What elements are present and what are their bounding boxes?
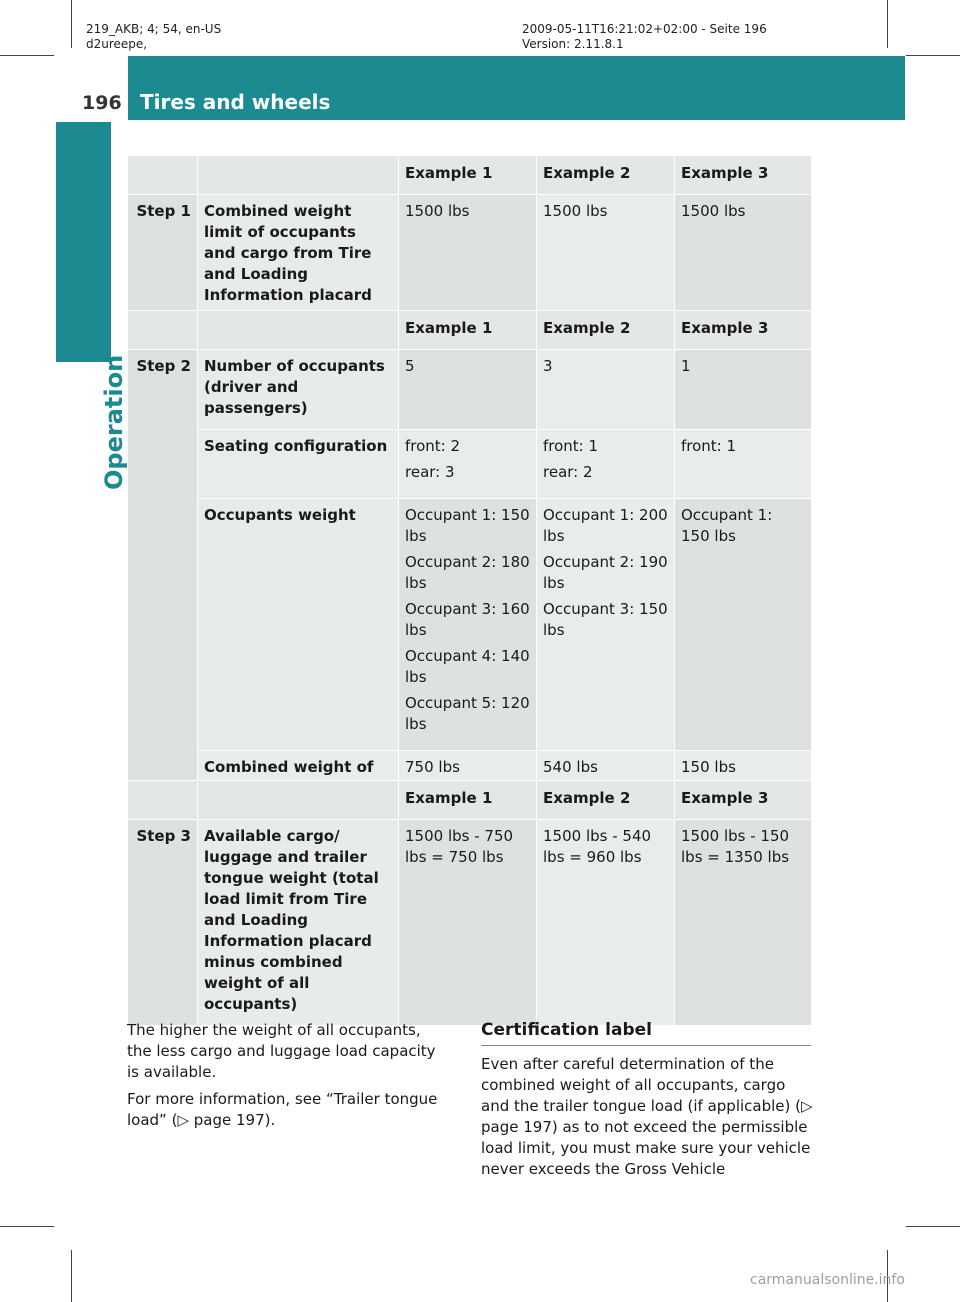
cell-line: 3 [543,357,553,375]
cell-line: 150 lbs [681,758,736,776]
table-cell: 1500 lbs - 750 lbs = 750 lbs [399,820,537,1026]
cell-line: front: 2 [405,437,461,455]
row-label: Combined weight of [198,751,399,810]
table-cell [675,499,812,751]
column-header: Example 1 [399,311,537,350]
column-header: Example 1 [399,781,537,820]
cell-line: 540 lbs [543,758,598,776]
cell-line: Occupant 2: 190 lbs [543,553,668,592]
column-header: Example 2 [537,311,675,350]
crop-mark [0,1226,54,1227]
meta-version-line-1: 2009-05-11T16:21:02+02:00 - Seite 196 [522,22,767,36]
table-cell [675,430,812,499]
column-header: Example 2 [537,781,675,820]
meta-file-line-2: d2ureepe, [86,37,148,51]
table-cell [537,499,675,751]
cell-line: Occupant 5: 120 lbs [405,694,530,733]
table-header-row [128,156,812,195]
table-cell [399,430,537,499]
cell-line: rear: 2 [543,463,593,481]
meta-file-line-1: 219_AKB; 4; 54, en-US [86,22,222,36]
column-header: Example 3 [675,781,812,820]
step-3-table [127,780,812,1026]
row-label: Seating configuration [198,430,399,499]
side-tab [56,122,111,362]
cell-line: front: 1 [543,437,599,455]
side-tab-label: Operation [100,354,128,490]
section-title: Certification label [481,1020,652,1040]
table-cell [537,430,675,499]
column-header: Example 3 [675,311,812,350]
cell-line: rear: 3 [405,463,455,481]
cell-line: 750 lbs [405,758,460,776]
cell-line: Occupant 3: 150 lbs [543,600,668,639]
step-label: Step 2 [128,350,198,810]
paragraph: The higher the weight of all occupants, the less cargo and luggage load capacity is available. [127,1021,436,1081]
table-row [128,195,812,317]
meta-file-info [86,22,221,52]
table-cell: 1500 lbs - 540 lbs = 960 lbs [537,820,675,1026]
trailer-tongue-reference[interactable]: For more information, see “Trailer tongue load” (▷ page 197). [127,1090,438,1129]
table-cell: 1500 lbs [537,195,675,317]
cell-line: Occupant 4: 140 lbs [405,647,530,686]
crop-mark [906,1226,960,1227]
step-1-table [127,155,812,317]
crop-mark [0,55,54,56]
crop-mark [71,1250,72,1302]
table-header-row [128,781,812,820]
row-label: Occupants weight [198,499,399,751]
table-row [128,350,812,430]
cell-line: Occupant 2: 180 lbs [405,553,530,592]
table-row [128,820,812,1026]
cell-line: 1 [681,357,691,375]
row-label: Combined weight limit of occupants and cargo from Tire and Loading Information placard [198,195,399,317]
table-cell: 1500 lbs - 150 lbs = 1350 lbs [675,820,812,1026]
cell-line: Occupant 1: 150 lbs [681,506,773,545]
cell-line: Occupant 1: 150 lbs [405,506,530,545]
cell-line: front: 1 [681,437,737,455]
column-header: Example 3 [675,156,812,195]
watermark: carmanualsonline.info [750,1272,905,1288]
step-label: Step 1 [128,195,198,317]
section-divider [481,1045,811,1046]
table-cell [399,499,537,751]
left-column-text [127,1020,447,1137]
page-number: 196 [82,92,122,114]
crop-mark [71,0,72,48]
table-cell [675,350,812,430]
meta-version-info [522,22,767,52]
column-header: Example 1 [399,156,537,195]
certification-text: Even after careful determination of the combined weight of all occupants, cargo and the trailer tongue load (if applicable) (▷ page 197) as to not exceed the permissible load limit, you must make sure your vehicle never exceeds the Gross Vehicle [481,1055,813,1178]
cell-line: Occupant 1: 200 lbs [543,506,668,545]
row-label: Number of occupants (driver and passengers) [198,350,399,430]
page-title: Tires and wheels [140,90,331,114]
table-cell: 1500 lbs [399,195,537,317]
header-separator [125,56,128,120]
table-cell [399,350,537,430]
cell-line: Occupant 3: 160 lbs [405,600,530,639]
table-cell [537,350,675,430]
column-header: Example 2 [537,156,675,195]
cell-line: 5 [405,357,415,375]
table-row [128,499,812,751]
table-cell: 1500 lbs [675,195,812,317]
crop-mark [906,55,960,56]
step-2-table [127,310,812,810]
row-label: Available cargo/ luggage and trailer tongue weight (total load limit from Tire and Loading Information placard minus combined weight of all occupants) [198,820,399,1026]
step-label: Step 3 [128,820,198,1026]
table-header-row [128,311,812,350]
crop-mark [887,0,888,48]
table-row [128,430,812,499]
meta-version-line-2: Version: 2.11.8.1 [522,37,624,51]
